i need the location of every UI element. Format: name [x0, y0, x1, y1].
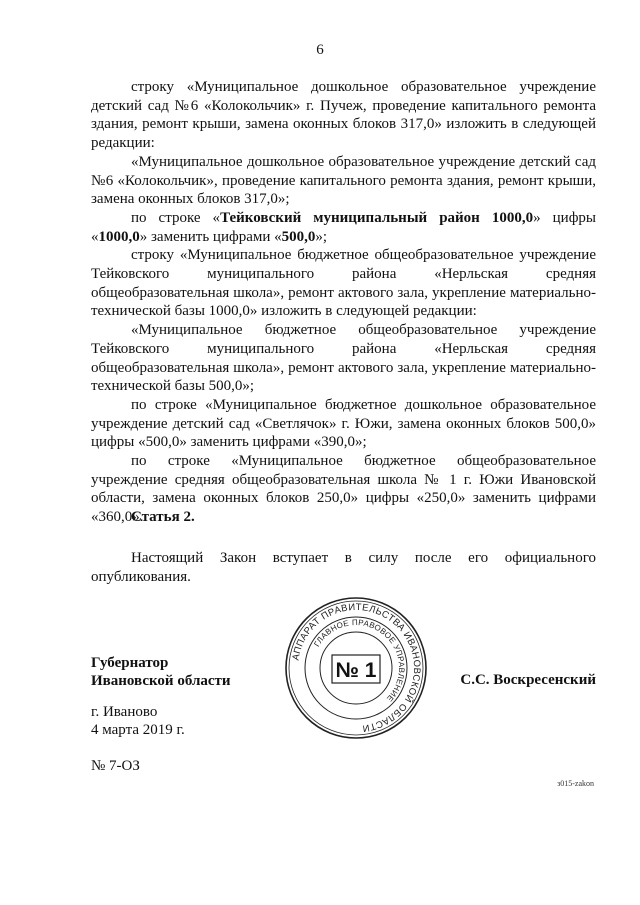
paragraph-with-bold [91, 209, 596, 246]
place-date [91, 703, 185, 739]
official-stamp [283, 595, 429, 741]
text-run: » заменить цифрами « [139, 228, 282, 245]
paragraph: строку «Муниципальное дошкольное образовательное учреждение детский сад №6 «Колокольчик» г. Пучеж, проведение капитального ремонта здания, ремонт крыши, замена оконных блоков 317,0» изложить в следующей редакции: [91, 79, 596, 152]
bold-run: 1000,0 [98, 228, 140, 245]
bold-run: 500,0 [281, 228, 316, 245]
signature-title [91, 654, 231, 690]
signatory-name: С.С. Воскресенский [460, 672, 596, 688]
text-run: » цифры « [91, 209, 596, 245]
stamp-outer-text: АППАРАТ ПРАВИТЕЛЬСТВА ИВАНОВСКОЙ ОБЛАСТИ [290, 601, 423, 734]
paragraph: «Муниципальное дошкольное образовательное учреждение детский сад №6 «Колокольчик», проведение капитального ремонта здания, ремонт крыши, замена оконных блоков 317,0»; [91, 153, 596, 208]
bold-run: Тейковский муниципальный район 1000,0 [220, 209, 534, 226]
date: 4 марта 2019 г. [91, 722, 185, 738]
paragraph: по строке «Муниципальное бюджетное общеобразовательное учреждение средняя общеобразовательная школа № 1 г. Южи Ивановской области, замена оконных блоков 250,0» цифры «250,0» заменить цифрами «360,0». [91, 453, 596, 526]
paragraph: по строке «Муниципальное бюджетное дошкольное образовательное учреждение детский сад «Светлячок» г. Южи, замена оконных блоков 500,0» цифры «500,0» заменить цифрами «390,0»; [91, 396, 596, 451]
paragraph: «Муниципальное бюджетное общеобразовательное учреждение Тейковского муниципального района «Нерльская средняя общеобразовательная школа», ремонт актового зала, укрепление материально-технической базы 500,0»; [91, 322, 596, 395]
article-title: Статья 2. [131, 509, 195, 525]
page-number: 6 [316, 42, 324, 58]
stamp-inner-text: ГЛАВНОЕ ПРАВОВОЕ УПРАВЛЕНИЕ [312, 617, 407, 704]
paragraph: строку «Муниципальное бюджетное общеобразовательное учреждение Тейковского муниципального района «Нерльская средняя общеобразовательная школа», ремонт актового зала, укрепление материально-технической базы 1000,0» изложить в следующей редакции: [91, 247, 596, 320]
stamp-number: № 1 [335, 659, 377, 682]
text-run: »; [315, 228, 328, 245]
document-body [91, 78, 596, 527]
final-paragraph: Настоящий Закон вступает в силу после его официального опубликования. [91, 550, 596, 585]
signature-title-line: Губернатор [91, 655, 169, 671]
document-code: з015-zakon [557, 779, 594, 788]
law-number: № 7-ОЗ [91, 758, 140, 774]
text-run: по строке « [131, 209, 221, 226]
signature-title-line: Ивановской области [91, 673, 231, 689]
place: г. Иваново [91, 704, 158, 720]
final-paragraph-block [91, 549, 596, 586]
